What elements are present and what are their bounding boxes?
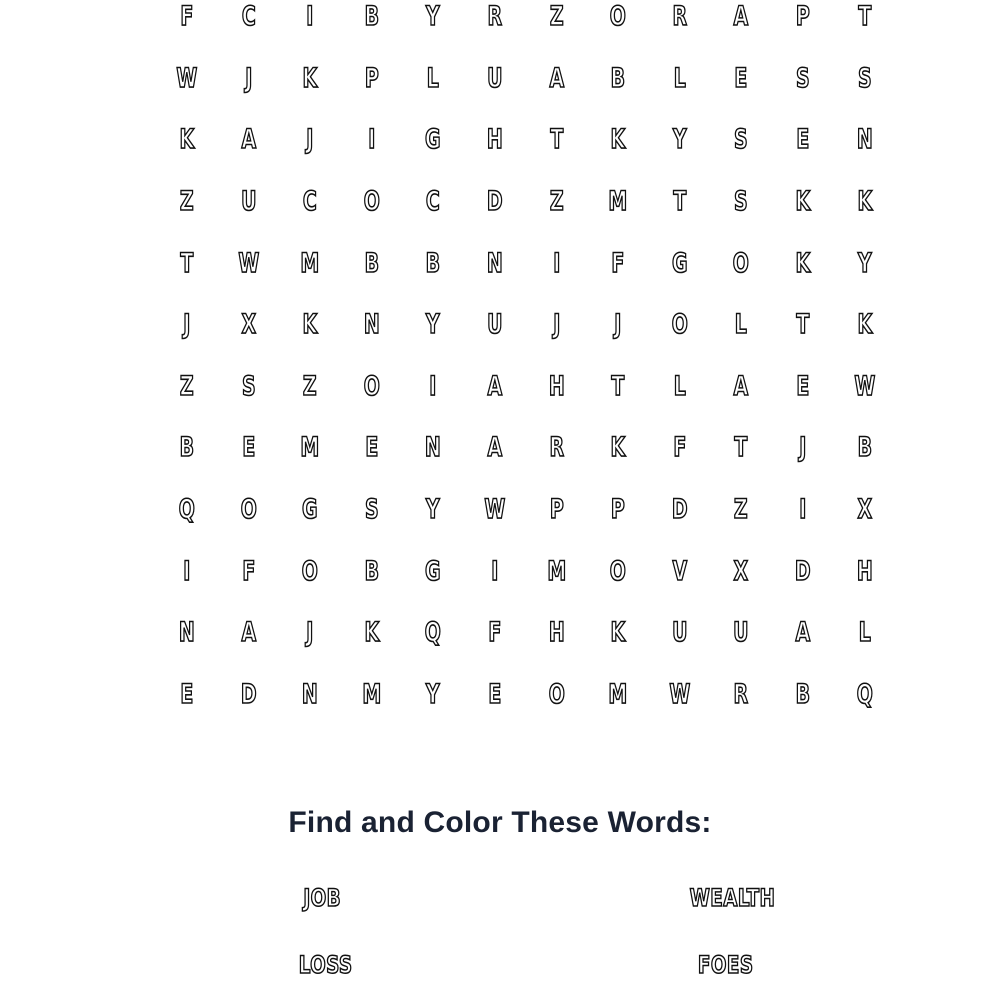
grid-letter[interactable]: K [856, 309, 872, 341]
grid-letter[interactable]: P [549, 494, 564, 526]
grid-letter[interactable]: A [549, 62, 564, 94]
grid-letter[interactable]: D [794, 555, 811, 587]
grid-letter[interactable]: J [306, 124, 314, 156]
grid-letter[interactable]: F [488, 617, 502, 649]
grid-letter[interactable]: B [857, 432, 872, 464]
grid-letter[interactable]: I [799, 494, 807, 526]
grid-letter[interactable]: T [180, 247, 194, 279]
grid-letter[interactable]: C [241, 1, 256, 33]
grid-letter[interactable]: W [176, 62, 198, 94]
grid-letter[interactable]: I [491, 555, 499, 587]
grid-letter[interactable]: E [488, 678, 502, 710]
grid-letter[interactable]: Z [734, 494, 749, 526]
grid-letter[interactable]: V [672, 555, 687, 587]
grid-letter[interactable]: E [241, 432, 255, 464]
grid-letter[interactable]: S [734, 124, 748, 156]
grid-letter[interactable]: O [609, 555, 627, 587]
grid-letter[interactable]: J [306, 617, 314, 649]
grid-letter[interactable]: N [486, 247, 503, 279]
grid-letter[interactable]: K [179, 124, 195, 156]
grid-letter[interactable]: R [672, 1, 687, 33]
grid-letter[interactable]: I [306, 1, 314, 33]
grid-letter[interactable]: A [241, 617, 256, 649]
grid-letter[interactable]: S [364, 494, 379, 526]
grid-letter[interactable]: U [487, 309, 503, 341]
grid-letter[interactable]: J [244, 62, 252, 94]
grid-letter[interactable]: C [426, 186, 441, 218]
grid-letter[interactable]: D [671, 494, 688, 526]
grid-letter[interactable]: O [548, 678, 565, 710]
word-list-item: FOES [697, 951, 754, 979]
grid-letter[interactable]: O [733, 247, 750, 279]
grid-letter[interactable]: Z [549, 1, 564, 33]
grid-letter[interactable]: B [610, 62, 626, 94]
grid-letter[interactable]: O [609, 1, 627, 33]
grid-letter[interactable]: B [364, 555, 379, 587]
grid-letter[interactable]: Y [857, 247, 872, 279]
grid-letter[interactable]: N [425, 432, 442, 464]
grid-letter[interactable]: M [362, 678, 382, 710]
grid-letter[interactable]: Z [303, 370, 317, 402]
grid-letter[interactable]: B [364, 247, 379, 279]
grid-letter[interactable]: A [795, 617, 811, 649]
grid-letter[interactable]: K [610, 124, 626, 156]
grid-letter[interactable]: Y [426, 678, 441, 710]
grid-letter[interactable]: U [487, 62, 503, 94]
grid-letter[interactable]: G [671, 247, 688, 279]
grid-letter[interactable]: H [548, 617, 565, 649]
grid-letter[interactable]: K [302, 309, 318, 341]
grid-letter[interactable]: A [733, 1, 749, 33]
word-list-item: JOB [303, 884, 342, 912]
grid-letter[interactable]: Q [178, 494, 195, 526]
grid-letter[interactable]: Q [425, 617, 442, 649]
grid-letter[interactable]: Y [672, 124, 687, 156]
grid-letter[interactable]: T [734, 432, 748, 464]
grid-letter[interactable]: C [303, 186, 317, 218]
grid-letter[interactable]: A [241, 124, 256, 156]
grid-letter[interactable]: Z [549, 186, 564, 218]
grid-letter[interactable]: T [611, 370, 625, 402]
grid-letter[interactable]: G [425, 555, 441, 587]
word-list-item: LOSS [298, 951, 353, 979]
grid-letter[interactable]: Z [179, 186, 194, 218]
grid-letter[interactable]: B [179, 432, 195, 464]
grid-letter[interactable]: M [546, 555, 566, 587]
grid-letter[interactable]: Y [426, 1, 441, 33]
grid-letter[interactable]: A [487, 370, 503, 402]
grid-letter[interactable]: S [734, 186, 748, 218]
grid-letter[interactable]: W [484, 494, 506, 526]
grid-letter[interactable]: A [487, 432, 503, 464]
grid-letter[interactable]: U [733, 617, 749, 649]
grid-letter[interactable]: M [300, 432, 320, 464]
grid-letter[interactable]: I [183, 555, 191, 587]
grid-letter[interactable]: L [735, 309, 748, 341]
grid-letter[interactable]: P [611, 494, 625, 526]
grid-letter[interactable]: T [857, 1, 871, 33]
grid-letter[interactable]: M [608, 186, 628, 218]
grid-letter[interactable]: K [302, 62, 318, 94]
grid-letter[interactable]: Q [856, 678, 873, 710]
grid-letter[interactable]: N [363, 309, 380, 341]
grid-letter[interactable]: I [552, 247, 560, 279]
grid-letter[interactable]: J [183, 309, 191, 341]
grid-letter[interactable]: U [671, 617, 688, 649]
grid-letter[interactable]: K [795, 186, 811, 218]
grid-letter[interactable]: L [673, 370, 686, 402]
grid-letter[interactable]: R [733, 678, 749, 710]
grid-letter[interactable]: L [858, 617, 871, 649]
grid-letter[interactable]: S [857, 62, 872, 94]
grid-letter[interactable]: W [237, 247, 259, 279]
grid-letter[interactable]: E [734, 62, 748, 94]
grid-letter[interactable]: L [673, 62, 686, 94]
grid-letter[interactable]: S [241, 370, 256, 402]
grid-letter[interactable]: N [302, 678, 318, 710]
grid-letter[interactable]: U [240, 186, 257, 218]
grid-letter[interactable]: N [178, 617, 195, 649]
grid-letter[interactable]: B [364, 1, 379, 33]
grid-letter[interactable]: Z [179, 370, 194, 402]
word-list-title: Find and Color These Words: [288, 806, 712, 839]
grid-letter[interactable]: J [552, 309, 560, 341]
grid-letter[interactable]: H [548, 370, 565, 402]
grid-letter[interactable]: K [795, 247, 811, 279]
grid-letter[interactable]: M [300, 247, 320, 279]
grid-letter[interactable]: D [240, 678, 257, 710]
grid-letter[interactable]: K [856, 186, 872, 218]
grid-letter[interactable]: Y [426, 494, 441, 526]
grid-letter[interactable]: X [857, 494, 872, 526]
grid-letter[interactable]: E [796, 124, 810, 156]
grid-letter[interactable]: S [795, 62, 810, 94]
grid-letter[interactable]: K [610, 432, 626, 464]
grid-letter[interactable]: H [486, 124, 503, 156]
grid-letter[interactable]: T [549, 124, 563, 156]
grid-letter[interactable]: N [856, 124, 873, 156]
grid-letter[interactable]: W [669, 678, 691, 710]
grid-letter[interactable]: K [610, 617, 626, 649]
grid-letter[interactable]: G [302, 494, 318, 526]
grid-letter[interactable]: R [549, 432, 564, 464]
grid-letter[interactable]: I [429, 370, 437, 402]
grid-letter[interactable]: T [796, 309, 810, 341]
grid-letter[interactable]: E [180, 678, 194, 710]
grid-letter[interactable]: O [363, 186, 380, 218]
grid-letter[interactable]: F [611, 247, 625, 279]
grid-letter[interactable]: D [486, 186, 503, 218]
grid-letter[interactable]: M [608, 678, 628, 710]
grid-letter[interactable]: B [795, 678, 810, 710]
grid-letter[interactable]: Y [426, 309, 441, 341]
grid-letter[interactable]: I [368, 124, 376, 156]
grid-letter[interactable]: W [853, 370, 875, 402]
grid-letter[interactable]: T [673, 186, 687, 218]
grid-letter[interactable]: X [241, 309, 256, 341]
grid-letter[interactable]: O [671, 309, 688, 341]
grid-letter[interactable]: A [733, 370, 749, 402]
grid-letter[interactable]: H [856, 555, 873, 587]
grid-letter[interactable]: F [241, 555, 255, 587]
grid-letter[interactable]: G [425, 124, 441, 156]
word-search-grid [156, 0, 895, 725]
grid-letter[interactable]: P [795, 1, 810, 33]
grid-letter[interactable]: B [425, 247, 441, 279]
grid-letter[interactable]: O [240, 494, 257, 526]
grid-letter[interactable]: O [363, 370, 380, 402]
grid-letter[interactable]: O [301, 555, 319, 587]
grid-letter[interactable]: J [614, 309, 622, 341]
grid-letter[interactable]: X [733, 555, 749, 587]
grid-letter[interactable]: P [364, 62, 379, 94]
grid-letter[interactable]: K [364, 617, 379, 649]
word-list-item: WEALTH [689, 884, 776, 912]
grid-letter[interactable]: J [799, 432, 807, 464]
grid-letter[interactable]: R [487, 1, 503, 33]
grid-letter[interactable]: E [796, 370, 810, 402]
grid-letter[interactable]: E [365, 432, 379, 464]
grid-letter[interactable]: L [427, 62, 440, 94]
grid-letter[interactable]: F [180, 1, 194, 33]
grid-letter[interactable]: F [673, 432, 687, 464]
